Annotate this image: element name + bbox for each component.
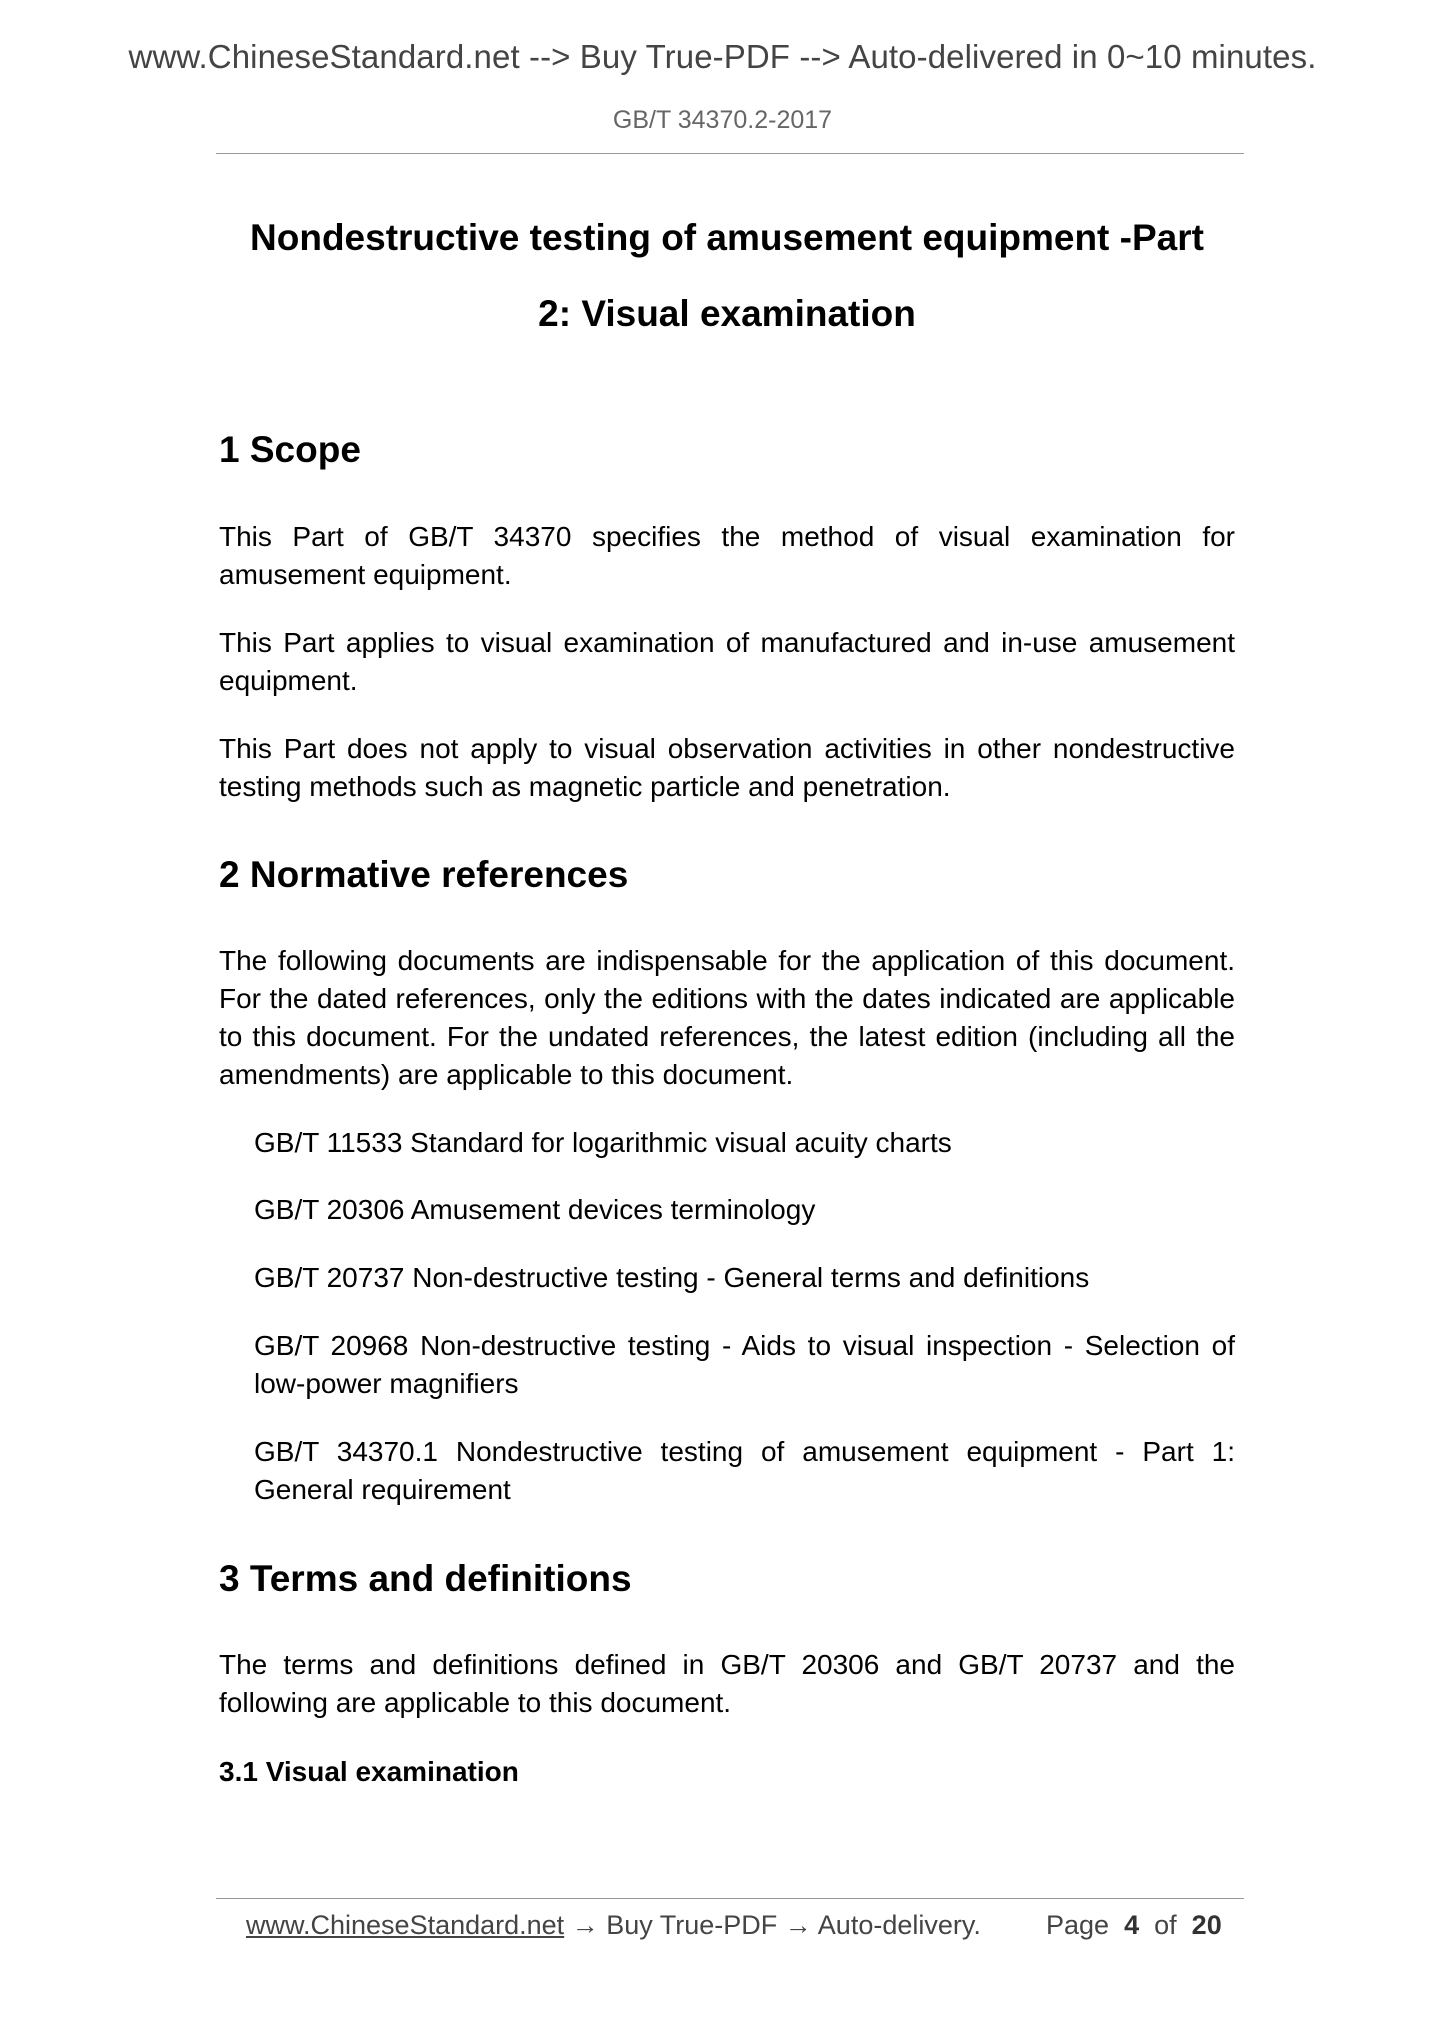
references-intro: The following documents are indispensable for the application of this document. For the dated references, only the editions with the dates indicated are applicable to this document. For the undated references, the latest edition (including all the amendments) are applicable to this document. — [219, 945, 1235, 1090]
terms-intro: The terms and definitions defined in GB/T 20306 and GB/T 20737 and the following are applicable to this document. — [219, 1649, 1235, 1718]
arrow-right-icon: → — [571, 1910, 599, 1940]
section-3-heading: 3 Terms and definitions — [219, 1558, 632, 1599]
scope-paragraph-1: This Part of GB/T 34370 specifies the method of visual examination for amusement equipment. — [219, 521, 1235, 590]
section-2-heading: 2 Normative references — [219, 854, 629, 895]
page-label: Page — [1046, 1910, 1110, 1940]
of-label: of — [1154, 1910, 1177, 1940]
footer-buy-text: Buy True-PDF — [606, 1910, 778, 1940]
subsection-3-1-heading: 3.1 Visual examination — [219, 1756, 519, 1787]
reference-item: GB/T 20968 Non-destructive testing - Aids to visual inspection - Selection of low-power magnifiers — [254, 1330, 1235, 1399]
header-divider — [216, 153, 1244, 154]
scope-paragraph-3: This Part does not apply to visual observation activities in other nondestructive testing methods such as magnetic particle and penetration. — [219, 733, 1235, 802]
footer-promo — [246, 1900, 981, 1950]
title-line-2: 2: Visual examination — [538, 293, 916, 334]
page-number: 4 — [1124, 1910, 1140, 1940]
total-pages: 20 — [1191, 1910, 1222, 1940]
footer-site-link[interactable]: www.ChineseStandard.net — [246, 1910, 565, 1940]
page-indicator — [1046, 1900, 1222, 1950]
arrow-right-icon: → — [784, 1910, 812, 1940]
scope-paragraph-2: This Part applies to visual examination of manufactured and in-use amusement equipment. — [219, 627, 1235, 696]
reference-item: GB/T 11533 Standard for logarithmic visual acuity charts — [254, 1127, 952, 1158]
title-line-1: Nondestructive testing of amusement equipment -Part — [250, 217, 1204, 258]
reference-item: GB/T 20306 Amusement devices terminology — [254, 1194, 816, 1225]
standard-code: GB/T 34370.2-2017 — [612, 106, 833, 134]
top-banner: www.ChineseStandard.net --> Buy True-PDF --> Auto-delivered in 0~10 minutes. — [128, 38, 1317, 75]
section-1-heading: 1 Scope — [219, 429, 361, 470]
reference-item: GB/T 34370.1 Nondestructive testing of amusement equipment - Part 1: General requirement — [254, 1436, 1235, 1505]
document-title — [219, 200, 1235, 352]
page-footer — [0, 1900, 1445, 1950]
footer-delivery-text: Auto-delivery. — [817, 1910, 981, 1940]
reference-item: GB/T 20737 Non-destructive testing - General terms and definitions — [254, 1262, 1090, 1293]
footer-divider — [216, 1898, 1244, 1899]
